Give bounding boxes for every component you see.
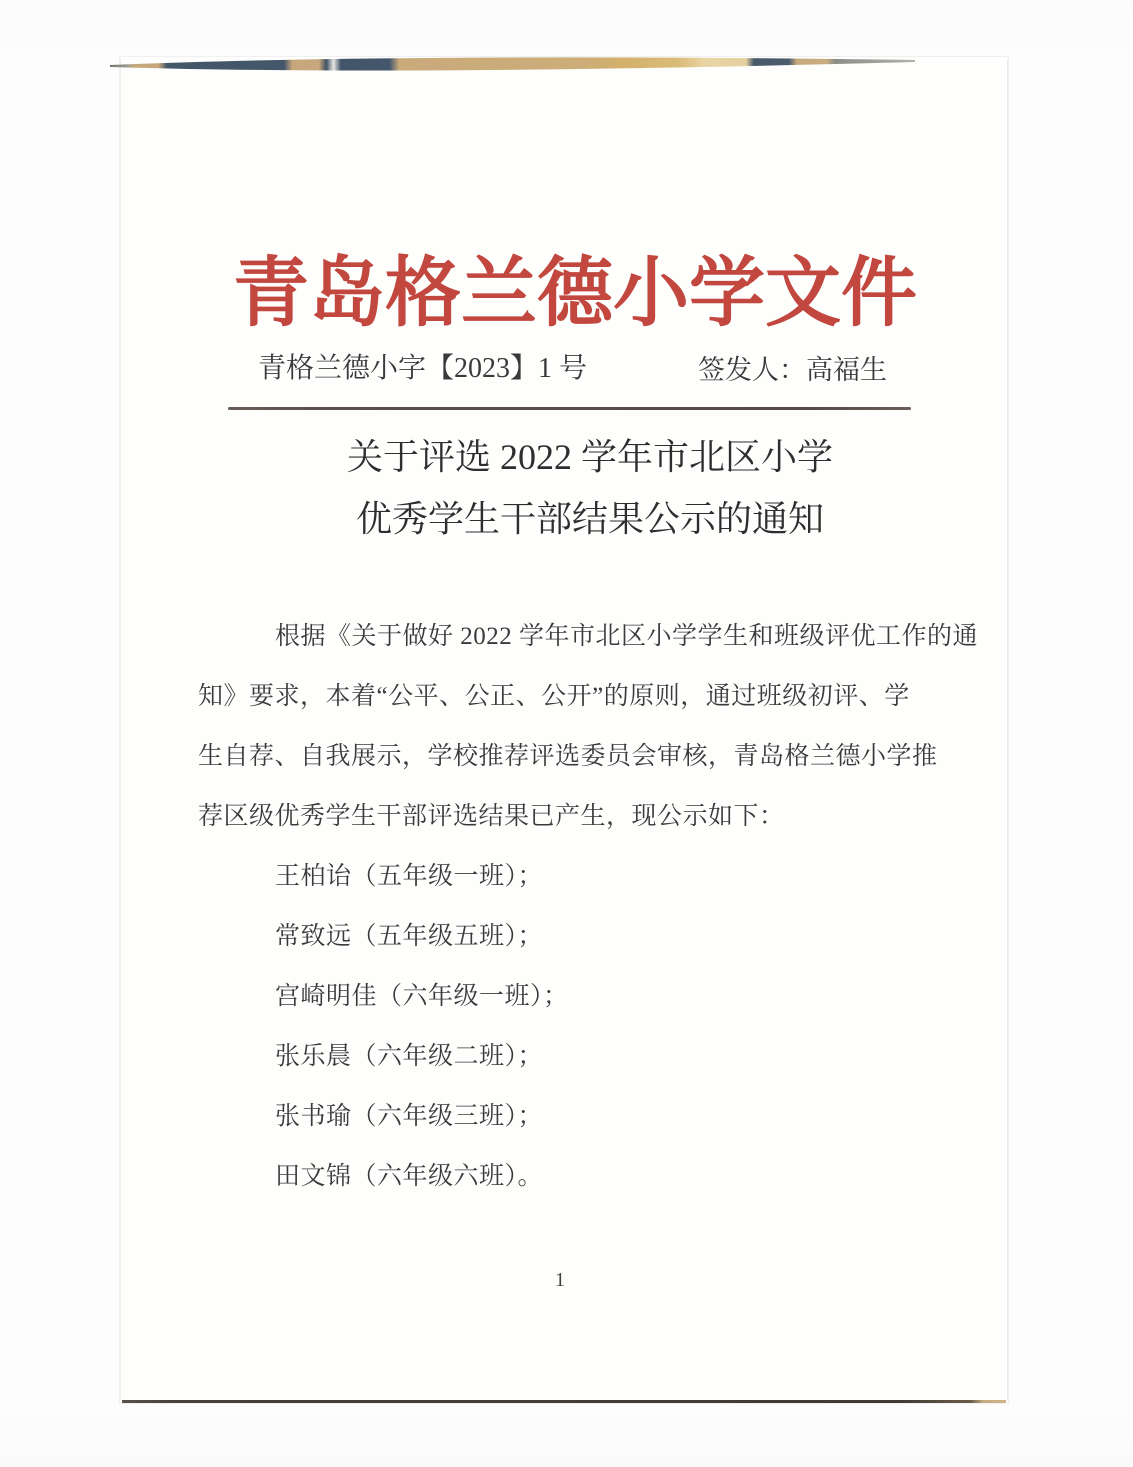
student-item: 张乐晨（六年级二班）； [275,1043,544,1070]
paper-right-edge [1007,60,1008,1400]
paper-bottom-edge [122,1400,1006,1403]
body-line: 根据《关于做好 2022 学年市北区小学学生和班级评优工作的通 [275,623,979,650]
body-line: 荐区级优秀学生干部评选结果已产生，现公示如下： [198,803,785,830]
letterhead-divider-line [228,407,911,410]
student-item: 王柏诒（五年级一班）； [275,863,544,890]
scan-artifact-strip [0,50,1133,82]
doc-number: 青格兰德小字【2023】1 号 [258,353,588,384]
student-item: 田文锦（六年级六班）。 [275,1163,544,1190]
student-item: 常致远（五年级五班）； [275,923,544,950]
paper-left-edge [120,58,121,1400]
body-line: 知》要求，本着“公平、公正、公开”的原则，通过班级初评、学 [198,683,910,710]
page-number: 1 [555,1269,565,1291]
notice-title-line2: 优秀学生干部结果公示的通知 [355,499,824,539]
letterhead-title: 青岛格兰德小学文件 [233,252,917,336]
issuer-name: 签发人：高福生 [698,355,887,385]
body-line: 生自荐、自我展示，学校推荐评选委员会审核，青岛格兰德小学推 [198,743,938,770]
notice-title-line1: 关于评选 2022 学年市北区小学 [346,437,833,477]
student-item: 张书瑜（六年级三班）； [275,1103,544,1130]
notice-body [198,607,979,1207]
student-item: 宫崎明佳（六年级一班）； [275,983,569,1010]
